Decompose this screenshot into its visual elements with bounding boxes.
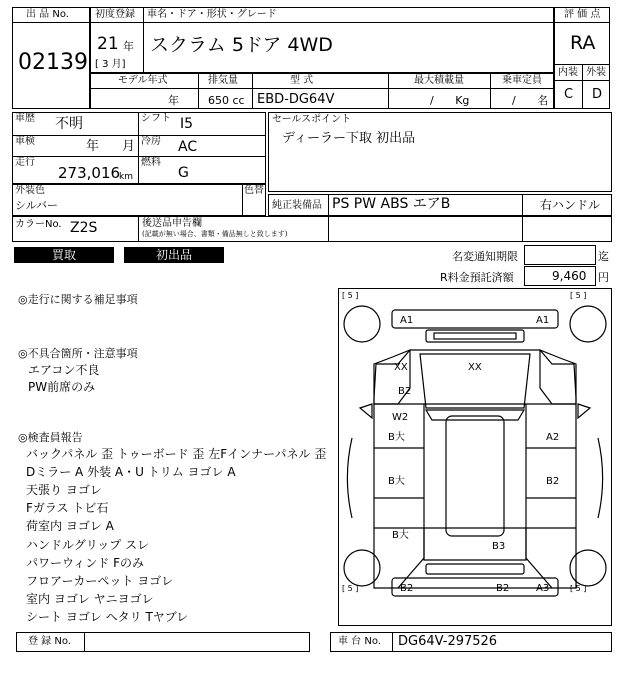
max-load-label: 最大積載量 bbox=[414, 75, 464, 86]
fuel-label: 燃料 bbox=[141, 157, 161, 168]
history-label: 車歴 bbox=[15, 113, 35, 124]
inspector-item: パワーウィンド Fのみ bbox=[26, 556, 144, 570]
transfer-deadline-label: 名変通知期限 bbox=[452, 250, 518, 263]
car-name: スクラム 5ドア 4WD bbox=[150, 34, 333, 56]
inspector-item: シート ヨゴレ ヘタリ Tヤブレ bbox=[26, 610, 189, 624]
mark-back-door: B3 bbox=[492, 541, 506, 552]
mark-front-bumper-right: A1 bbox=[536, 315, 550, 326]
mark-left-quarter: B大 bbox=[392, 530, 409, 541]
mark-rear-bumper-left: B2 bbox=[400, 583, 414, 594]
first-registration-year: 21 bbox=[97, 34, 119, 54]
registration-no-label: 登 録 No. bbox=[28, 636, 71, 647]
inspection-month-unit: 月 bbox=[122, 139, 136, 154]
first-registration-label: 初度登録 bbox=[95, 9, 135, 20]
recycle-label: R料金預託済額 bbox=[440, 271, 514, 284]
defects-title: ◎不具合箇所・注意事項 bbox=[18, 347, 138, 360]
mark-left-fender: B2 bbox=[398, 386, 412, 397]
inspector-item: Dミラー A 外装 A・U トリム ヨゴレ A bbox=[26, 465, 236, 479]
tire-rear-left-icon bbox=[344, 550, 380, 586]
mark-left-front-door: B大 bbox=[388, 432, 405, 443]
interior-score: C bbox=[564, 87, 574, 102]
color-no-label: カラーNo. bbox=[15, 219, 62, 230]
car-name-label: 車名・ドア・形状・グレード bbox=[147, 9, 277, 20]
inspector-item: Fガラス トビ石 bbox=[26, 501, 109, 515]
tire-front-right-icon bbox=[570, 306, 606, 342]
inspector-item: 荷室内 ヨゴレ A bbox=[26, 519, 114, 533]
mark-left-rear-door: B大 bbox=[388, 476, 405, 487]
mark-hood-left: XX bbox=[394, 362, 408, 373]
score-label: 評 価 点 bbox=[564, 9, 601, 20]
mark-front-bumper-left: A1 bbox=[400, 315, 414, 326]
displacement-value: 650 cc bbox=[208, 94, 245, 107]
mark-right-rear-door: B2 bbox=[546, 476, 560, 487]
model-year-label: モデル年式 bbox=[118, 75, 168, 86]
inspection-year-unit: 年 bbox=[86, 139, 100, 154]
ac-label: 冷房 bbox=[141, 136, 161, 147]
recycle-unit: 円 bbox=[598, 271, 609, 284]
chassis-no-label: 車 台 No. bbox=[338, 636, 381, 647]
color-no-value: Z2S bbox=[70, 220, 98, 236]
defect-item: PW前席のみ bbox=[28, 380, 96, 394]
capacity-label: 乗車定員 bbox=[502, 75, 542, 86]
score-value: RA bbox=[570, 32, 596, 54]
mark-left-front-door-top: W2 bbox=[392, 412, 409, 423]
exterior-score: D bbox=[592, 87, 603, 102]
transfer-deadline-unit: 迄 bbox=[598, 250, 609, 263]
fuel-value: G bbox=[178, 165, 189, 181]
first-registration-year-unit: 年 bbox=[123, 40, 134, 53]
inspector-item: 天張り ヨゴレ bbox=[26, 483, 102, 497]
exterior-color-label: 外装色 bbox=[15, 185, 45, 196]
shift-label: シフト bbox=[141, 113, 171, 124]
capacity-value: / 名 bbox=[512, 94, 549, 107]
sales-point-label: セールスポイント bbox=[272, 114, 352, 125]
inspection-label: 車検 bbox=[15, 136, 35, 147]
tire-label-front-right: [ 5 ] bbox=[570, 291, 587, 300]
chassis-no-value: DG64V-297526 bbox=[398, 634, 498, 649]
history-value: 不明 bbox=[55, 116, 83, 132]
driving-notes-title: ◎走行に関する補足事項 bbox=[18, 293, 138, 306]
equipment-value: PS PW ABS エアB bbox=[332, 196, 451, 212]
documents-note: (記載が無い場合、書類・備品無しと致します) bbox=[142, 230, 288, 238]
steering-value: 右ハンドル bbox=[540, 198, 601, 212]
ac-value: AC bbox=[178, 139, 198, 155]
front-bumper-outline bbox=[392, 310, 558, 328]
mileage-value: 273,016 bbox=[58, 164, 121, 182]
interior-label: 内装 bbox=[558, 67, 578, 78]
lot-number-label: 出 品 No. bbox=[26, 9, 69, 20]
inspector-item: 室内 ヨゴレ ヤニヨゴレ bbox=[26, 592, 154, 606]
lot-number: 02139 bbox=[18, 50, 88, 75]
mark-rear-bumper-right: A3 bbox=[536, 583, 550, 594]
inspector-item: ハンドルグリップ スレ bbox=[26, 538, 150, 552]
repaint-label: 色替 bbox=[244, 185, 264, 196]
sales-point-value: ディーラー下取 初出品 bbox=[282, 131, 416, 146]
mark-rear-bumper-center: B2 bbox=[496, 583, 510, 594]
transfer-deadline-box bbox=[524, 245, 596, 265]
max-load-value: / Kg bbox=[430, 94, 470, 107]
mark-right-front-door: A2 bbox=[546, 432, 560, 443]
defect-item: エアコン不良 bbox=[28, 363, 100, 377]
recycle-amount: 9,460 bbox=[552, 269, 587, 283]
model-year-unit: 年 bbox=[168, 94, 179, 107]
mark-hood-center: XX bbox=[468, 362, 482, 373]
shift-value: I5 bbox=[180, 116, 194, 132]
first-registration-month: [ 3 月] bbox=[95, 59, 126, 70]
tire-front-left-icon bbox=[344, 306, 380, 342]
mileage-unit: km bbox=[119, 172, 133, 182]
inspector-item: バックパネル 歪 トゥーボード 歪 左Fインナーパネル 歪 bbox=[26, 447, 327, 461]
car-damage-diagram bbox=[338, 288, 612, 626]
model-code-value: EBD-DG64V bbox=[257, 92, 335, 107]
inspector-title: ◎検査員報告 bbox=[18, 431, 83, 444]
exterior-color-value: シルバー bbox=[15, 199, 58, 212]
model-code-label: 型 式 bbox=[290, 75, 314, 86]
tire-label-front-left: [ 5 ] bbox=[342, 291, 359, 300]
first-listing-tag: 初出品 bbox=[124, 247, 224, 263]
inspector-item: フロアーカーペット ヨゴレ bbox=[26, 574, 174, 588]
documents-label: 後送品申告欄 bbox=[142, 218, 202, 229]
mileage-label: 走行 bbox=[15, 157, 35, 168]
displacement-label: 排気量 bbox=[208, 75, 238, 86]
exterior-label: 外装 bbox=[586, 67, 606, 78]
tire-label-rear-right: [ 5 ] bbox=[570, 584, 587, 593]
equipment-label: 純正装備品 bbox=[272, 200, 322, 211]
tire-label-rear-left: [ 5 ] bbox=[342, 584, 359, 593]
rear-bumper-outline bbox=[392, 578, 558, 596]
buy-tag: 買取 bbox=[14, 247, 114, 263]
